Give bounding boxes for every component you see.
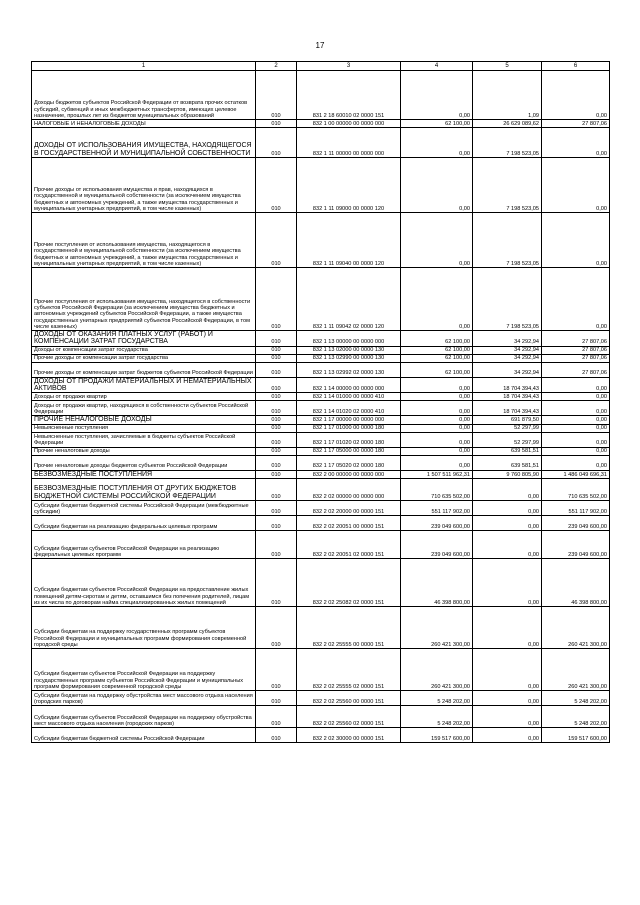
row-value-col6: 0,00 <box>542 447 610 455</box>
row-code: 010 <box>256 447 297 455</box>
column-header: 3 <box>297 62 401 71</box>
row-code: 010 <box>256 531 297 559</box>
table-row <box>32 728 610 743</box>
row-code: 010 <box>256 401 297 416</box>
row-kbk-code: 832 1 13 00000 00 0000 000 <box>297 331 401 347</box>
row-code: 010 <box>256 331 297 347</box>
row-name: Прочие доходы от использования имущества и прав, находящихся в государственной и муниципальной собственности (за исключением имущества бюджетных и автономных учреждений, а также имущества государственных и муниципальных унитарных предприятий, в том числе казенных) <box>32 158 256 213</box>
table-row <box>32 213 610 268</box>
row-value-col5: 0,00 <box>473 501 542 516</box>
row-value-col5: 9 760 805,90 <box>473 470 542 478</box>
column-number-header-row <box>32 62 610 71</box>
row-value-col6: 0,00 <box>542 393 610 401</box>
row-value-col5: 18 704 394,43 <box>473 377 542 393</box>
row-name: Субсидии бюджетам бюджетной системы Российской Федерации <box>32 728 256 743</box>
row-name: Субсидии бюджетам субъектов Российской Федерации на реализацию федеральных целевых программ <box>32 531 256 559</box>
row-code: 010 <box>256 416 297 424</box>
row-kbk-code: 832 2 02 30000 00 0000 151 <box>297 728 401 743</box>
row-value-col4: 0,00 <box>401 158 473 213</box>
row-value-col5: 1,09 <box>473 71 542 120</box>
row-value-col4: 5 248 202,00 <box>401 691 473 706</box>
row-code: 010 <box>256 728 297 743</box>
row-value-col4: 239 049 600,00 <box>401 516 473 531</box>
row-value-col5: 7 198 523,05 <box>473 158 542 213</box>
row-name: Субсидии бюджетам на реализацию федеральных целевых программ <box>32 516 256 531</box>
table-row <box>32 531 610 559</box>
row-value-col5: 0,00 <box>473 516 542 531</box>
row-value-col6: 260 421 300,00 <box>542 649 610 691</box>
table-row <box>32 447 610 455</box>
row-value-col6: 27 807,06 <box>542 331 610 347</box>
row-code: 010 <box>256 128 297 158</box>
row-value-col5: 0,00 <box>473 607 542 649</box>
row-code: 010 <box>256 346 297 354</box>
table-row <box>32 470 610 478</box>
row-name: Субсидии бюджетам субъектов Российской Федерации на предоставление жилых помещений детям-сиротам и детям, оставшимся без попечения родителей, лицам из их числа по договорам найма специализированных жилых помещений <box>32 559 256 607</box>
row-value-col4: 46 398 800,00 <box>401 559 473 607</box>
table-row <box>32 691 610 706</box>
table-row <box>32 432 610 447</box>
row-name: Доходы от компенсации затрат государства <box>32 346 256 354</box>
row-kbk-code: 832 1 17 00000 00 0000 000 <box>297 416 401 424</box>
row-value-col6: 0,00 <box>542 401 610 416</box>
row-value-col4: 0,00 <box>401 401 473 416</box>
budget-revenue-table <box>31 61 610 743</box>
row-kbk-code: 832 2 02 20000 00 0000 151 <box>297 501 401 516</box>
row-name: Доходы от продажи квартир, находящихся в собственности субъектов Российской Федерации <box>32 401 256 416</box>
row-code: 010 <box>256 362 297 377</box>
row-code: 010 <box>256 432 297 447</box>
row-value-col6: 159 517 600,00 <box>542 728 610 743</box>
table-row <box>32 424 610 432</box>
row-value-col6: 710 635 502,00 <box>542 479 610 501</box>
row-kbk-code: 832 2 02 00000 00 0000 000 <box>297 479 401 501</box>
row-kbk-code: 832 1 11 09040 00 0000 120 <box>297 213 401 268</box>
row-value-col4: 239 049 600,00 <box>401 531 473 559</box>
column-header: 5 <box>473 62 542 71</box>
row-value-col4: 159 517 600,00 <box>401 728 473 743</box>
row-kbk-code: 832 2 00 00000 00 0000 000 <box>297 470 401 478</box>
row-name: Прочие поступления от использования имущества, находящегося в государственной и муниципальной собственности (за исключением имущества бюджетных и автономных учреждений, а также имущества государственных и муниципальных унитарных предприятий, в том числе казенных) <box>32 213 256 268</box>
table-row <box>32 346 610 354</box>
table-row <box>32 331 610 347</box>
row-code: 010 <box>256 268 297 331</box>
row-value-col4: 0,00 <box>401 416 473 424</box>
row-name: Субсидии бюджетам субъектов Российской Федерации на поддержку государственных программ субъектов Российской Федерации и муниципальных программ формирования современной городской среды <box>32 649 256 691</box>
row-value-col4: 1 507 511 962,31 <box>401 470 473 478</box>
row-code: 010 <box>256 559 297 607</box>
row-name: Субсидии бюджетам на поддержку государственных программ субъектов Российской Федерации и муниципальных программ формирования современной городской среды <box>32 607 256 649</box>
row-name: Невыясненные поступления, зачисляемые в бюджеты субъектов Российской Федерации <box>32 432 256 447</box>
row-value-col5: 0,00 <box>473 649 542 691</box>
row-value-col6: 551 117 902,00 <box>542 501 610 516</box>
row-value-col6: 239 049 600,00 <box>542 531 610 559</box>
table-row <box>32 649 610 691</box>
row-code: 010 <box>256 455 297 470</box>
row-value-col4: 710 635 502,00 <box>401 479 473 501</box>
row-value-col4: 62 100,00 <box>401 354 473 362</box>
row-value-col4: 551 117 902,00 <box>401 501 473 516</box>
row-value-col5: 7 198 523,05 <box>473 213 542 268</box>
row-value-col5: 52 297,99 <box>473 432 542 447</box>
row-value-col4: 0,00 <box>401 71 473 120</box>
row-kbk-code: 832 2 02 20051 02 0000 151 <box>297 531 401 559</box>
row-kbk-code: 832 2 02 25560 02 0000 151 <box>297 706 401 728</box>
row-value-col6: 0,00 <box>542 71 610 120</box>
row-value-col6: 0,00 <box>542 432 610 447</box>
row-value-col6: 5 248 202,00 <box>542 691 610 706</box>
column-header: 6 <box>542 62 610 71</box>
row-value-col5: 0,00 <box>473 728 542 743</box>
row-value-col5: 7 198 523,05 <box>473 128 542 158</box>
row-value-col6: 27 807,06 <box>542 120 610 128</box>
row-code: 010 <box>256 120 297 128</box>
row-code: 010 <box>256 213 297 268</box>
row-name: Субсидии бюджетам на поддержку обустройства мест массового отдыха населения (городских парков) <box>32 691 256 706</box>
row-value-col4: 260 421 300,00 <box>401 649 473 691</box>
column-header: 1 <box>32 62 256 71</box>
row-value-col5: 34 292,94 <box>473 362 542 377</box>
table-row <box>32 706 610 728</box>
row-name: Прочие доходы от компенсации затрат государства <box>32 354 256 362</box>
table-row <box>32 501 610 516</box>
row-kbk-code: 832 1 14 00000 00 0000 000 <box>297 377 401 393</box>
row-kbk-code: 832 2 02 25555 02 0000 151 <box>297 649 401 691</box>
row-value-col6: 0,00 <box>542 128 610 158</box>
row-value-col5: 639 581,51 <box>473 447 542 455</box>
row-value-col4: 0,00 <box>401 268 473 331</box>
row-code: 010 <box>256 607 297 649</box>
row-value-col4: 0,00 <box>401 213 473 268</box>
row-kbk-code: 832 1 17 01020 02 0000 180 <box>297 432 401 447</box>
row-name: Прочие доходы от компенсации затрат бюджетов субъектов Российской Федерации <box>32 362 256 377</box>
row-value-col4: 0,00 <box>401 393 473 401</box>
row-value-col6: 27 807,06 <box>542 354 610 362</box>
row-value-col6: 239 049 600,00 <box>542 516 610 531</box>
row-value-col4: 0,00 <box>401 432 473 447</box>
row-kbk-code: 832 1 17 05020 02 0000 180 <box>297 455 401 470</box>
row-name: Прочие поступления от использования имущества, находящегося в собственности субъектов Российской Федерации (за исключением имущества бюджетных и автономных учреждений субъектов Российской Федерации, а также имущества государственных унитарных предприятий субъектов Российской Федерации, в том числе казенных) <box>32 268 256 331</box>
row-kbk-code: 832 1 13 02000 00 0000 130 <box>297 346 401 354</box>
row-value-col5: 0,00 <box>473 559 542 607</box>
table-row <box>32 354 610 362</box>
row-code: 010 <box>256 377 297 393</box>
row-value-col6: 0,00 <box>542 158 610 213</box>
table-row <box>32 120 610 128</box>
row-value-col6: 260 421 300,00 <box>542 607 610 649</box>
row-value-col4: 260 421 300,00 <box>401 607 473 649</box>
row-value-col4: 62 100,00 <box>401 362 473 377</box>
row-name: ПРОЧИЕ НЕНАЛОГОВЫЕ ДОХОДЫ <box>32 416 256 424</box>
table-row <box>32 377 610 393</box>
column-header: 4 <box>401 62 473 71</box>
row-value-col6: 0,00 <box>542 377 610 393</box>
row-name: Субсидии бюджетам бюджетной системы Российской Федерации (межбюджетные субсидии) <box>32 501 256 516</box>
table-row <box>32 128 610 158</box>
row-value-col5: 18 704 394,43 <box>473 393 542 401</box>
row-kbk-code: 832 1 13 02990 00 0000 130 <box>297 354 401 362</box>
row-kbk-code: 832 1 11 09000 00 0000 120 <box>297 158 401 213</box>
table-row <box>32 71 610 120</box>
row-kbk-code: 832 2 02 25082 02 0000 151 <box>297 559 401 607</box>
row-code: 010 <box>256 158 297 213</box>
row-code: 010 <box>256 706 297 728</box>
row-code: 010 <box>256 501 297 516</box>
row-kbk-code: 832 2 02 25560 00 0000 151 <box>297 691 401 706</box>
row-kbk-code: 832 1 00 00000 00 0000 000 <box>297 120 401 128</box>
row-value-col5: 18 704 394,43 <box>473 401 542 416</box>
row-code: 010 <box>256 71 297 120</box>
row-value-col5: 34 292,94 <box>473 354 542 362</box>
row-kbk-code: 832 2 02 20051 00 0000 151 <box>297 516 401 531</box>
row-kbk-code: 832 1 17 01000 00 0000 180 <box>297 424 401 432</box>
table-row <box>32 362 610 377</box>
row-name: Доходы бюджетов субъектов Российской Федерации от возврата прочих остатков субсидий, субвенций и иных межбюджетных трансфертов, имеющих целевое назначение, прошлых лет из бюджетов муниципальных образований <box>32 71 256 120</box>
row-value-col5: 0,00 <box>473 479 542 501</box>
row-value-col4: 0,00 <box>401 128 473 158</box>
row-name: Субсидии бюджетам субъектов Российской Федерации на поддержку обустройства мест массового отдыха населения (городских парков) <box>32 706 256 728</box>
row-kbk-code: 832 1 13 02992 02 0000 130 <box>297 362 401 377</box>
table-row <box>32 607 610 649</box>
row-value-col6: 27 807,06 <box>542 362 610 377</box>
row-value-col4: 0,00 <box>401 377 473 393</box>
row-value-col4: 0,00 <box>401 424 473 432</box>
row-kbk-code: 832 1 14 01000 00 0000 410 <box>297 393 401 401</box>
row-value-col5: 0,00 <box>473 691 542 706</box>
row-kbk-code: 831 2 18 60010 02 0000 151 <box>297 71 401 120</box>
row-name: ДОХОДЫ ОТ ОКАЗАНИЯ ПЛАТНЫХ УСЛУГ (РАБОТ) И КОМПЕНСАЦИИ ЗАТРАТ ГОСУДАРСТВА <box>32 331 256 347</box>
row-code: 010 <box>256 691 297 706</box>
row-value-col4: 62 100,00 <box>401 331 473 347</box>
row-value-col4: 0,00 <box>401 447 473 455</box>
row-value-col6: 1 486 049 696,31 <box>542 470 610 478</box>
row-code: 010 <box>256 354 297 362</box>
row-kbk-code: 832 1 17 05000 00 0000 180 <box>297 447 401 455</box>
row-value-col5: 0,00 <box>473 706 542 728</box>
row-value-col6: 0,00 <box>542 213 610 268</box>
row-value-col5: 639 581,51 <box>473 455 542 470</box>
page-number: 17 <box>315 41 325 50</box>
row-name: БЕЗВОЗМЕЗДНЫЕ ПОСТУПЛЕНИЯ <box>32 470 256 478</box>
row-value-col6: 27 807,06 <box>542 346 610 354</box>
row-value-col6: 5 248 202,00 <box>542 706 610 728</box>
table-row <box>32 455 610 470</box>
row-value-col6: 46 398 800,00 <box>542 559 610 607</box>
row-name: Невыясненные поступления <box>32 424 256 432</box>
row-code: 010 <box>256 424 297 432</box>
table-row <box>32 479 610 501</box>
row-kbk-code: 832 2 02 25555 00 0000 151 <box>297 607 401 649</box>
table-row <box>32 516 610 531</box>
row-kbk-code: 832 1 11 09042 02 0000 120 <box>297 268 401 331</box>
row-code: 010 <box>256 516 297 531</box>
row-value-col5: 34 292,94 <box>473 331 542 347</box>
table-row <box>32 416 610 424</box>
row-code: 010 <box>256 470 297 478</box>
row-value-col5: 52 297,99 <box>473 424 542 432</box>
column-header: 2 <box>256 62 297 71</box>
table-row <box>32 158 610 213</box>
row-value-col4: 62 100,00 <box>401 346 473 354</box>
row-name: Доходы от продажи квартир <box>32 393 256 401</box>
row-value-col4: 5 248 202,00 <box>401 706 473 728</box>
row-value-col6: 0,00 <box>542 455 610 470</box>
row-value-col5: 0,00 <box>473 531 542 559</box>
row-name: Прочие неналоговые доходы <box>32 447 256 455</box>
row-name: НАЛОГОВЫЕ И НЕНАЛОГОВЫЕ ДОХОДЫ <box>32 120 256 128</box>
row-value-col5: 26 629 089,62 <box>473 120 542 128</box>
row-value-col6: 0,00 <box>542 416 610 424</box>
row-kbk-code: 832 1 11 00000 00 0000 000 <box>297 128 401 158</box>
row-name: БЕЗВОЗМЕЗДНЫЕ ПОСТУПЛЕНИЯ ОТ ДРУГИХ БЮДЖЕТОВ БЮДЖЕТНОЙ СИСТЕМЫ РОССИЙСКОЙ ФЕДЕРАЦИИ <box>32 479 256 501</box>
row-kbk-code: 832 1 14 01020 02 0000 410 <box>297 401 401 416</box>
row-value-col6: 0,00 <box>542 268 610 331</box>
table-row <box>32 393 610 401</box>
row-value-col6: 0,00 <box>542 424 610 432</box>
table-row <box>32 268 610 331</box>
row-value-col4: 0,00 <box>401 455 473 470</box>
table-row <box>32 401 610 416</box>
row-code: 010 <box>256 649 297 691</box>
row-code: 010 <box>256 393 297 401</box>
row-value-col5: 34 292,94 <box>473 346 542 354</box>
table-row <box>32 559 610 607</box>
row-value-col5: 7 198 523,05 <box>473 268 542 331</box>
row-value-col4: 62 100,00 <box>401 120 473 128</box>
row-code: 010 <box>256 479 297 501</box>
row-name: ДОХОДЫ ОТ ПРОДАЖИ МАТЕРИАЛЬНЫХ И НЕМАТЕРИАЛЬНЫХ АКТИВОВ <box>32 377 256 393</box>
row-value-col5: 691 879,50 <box>473 416 542 424</box>
row-name: ДОХОДЫ ОТ ИСПОЛЬЗОВАНИЯ ИМУЩЕСТВА, НАХОДЯЩЕГОСЯ В ГОСУДАРСТВЕННОЙ И МУНИЦИПАЛЬНОЙ СОБСТВЕННОСТИ <box>32 128 256 158</box>
row-name: Прочие неналоговые доходы бюджетов субъектов Российской Федерации <box>32 455 256 470</box>
